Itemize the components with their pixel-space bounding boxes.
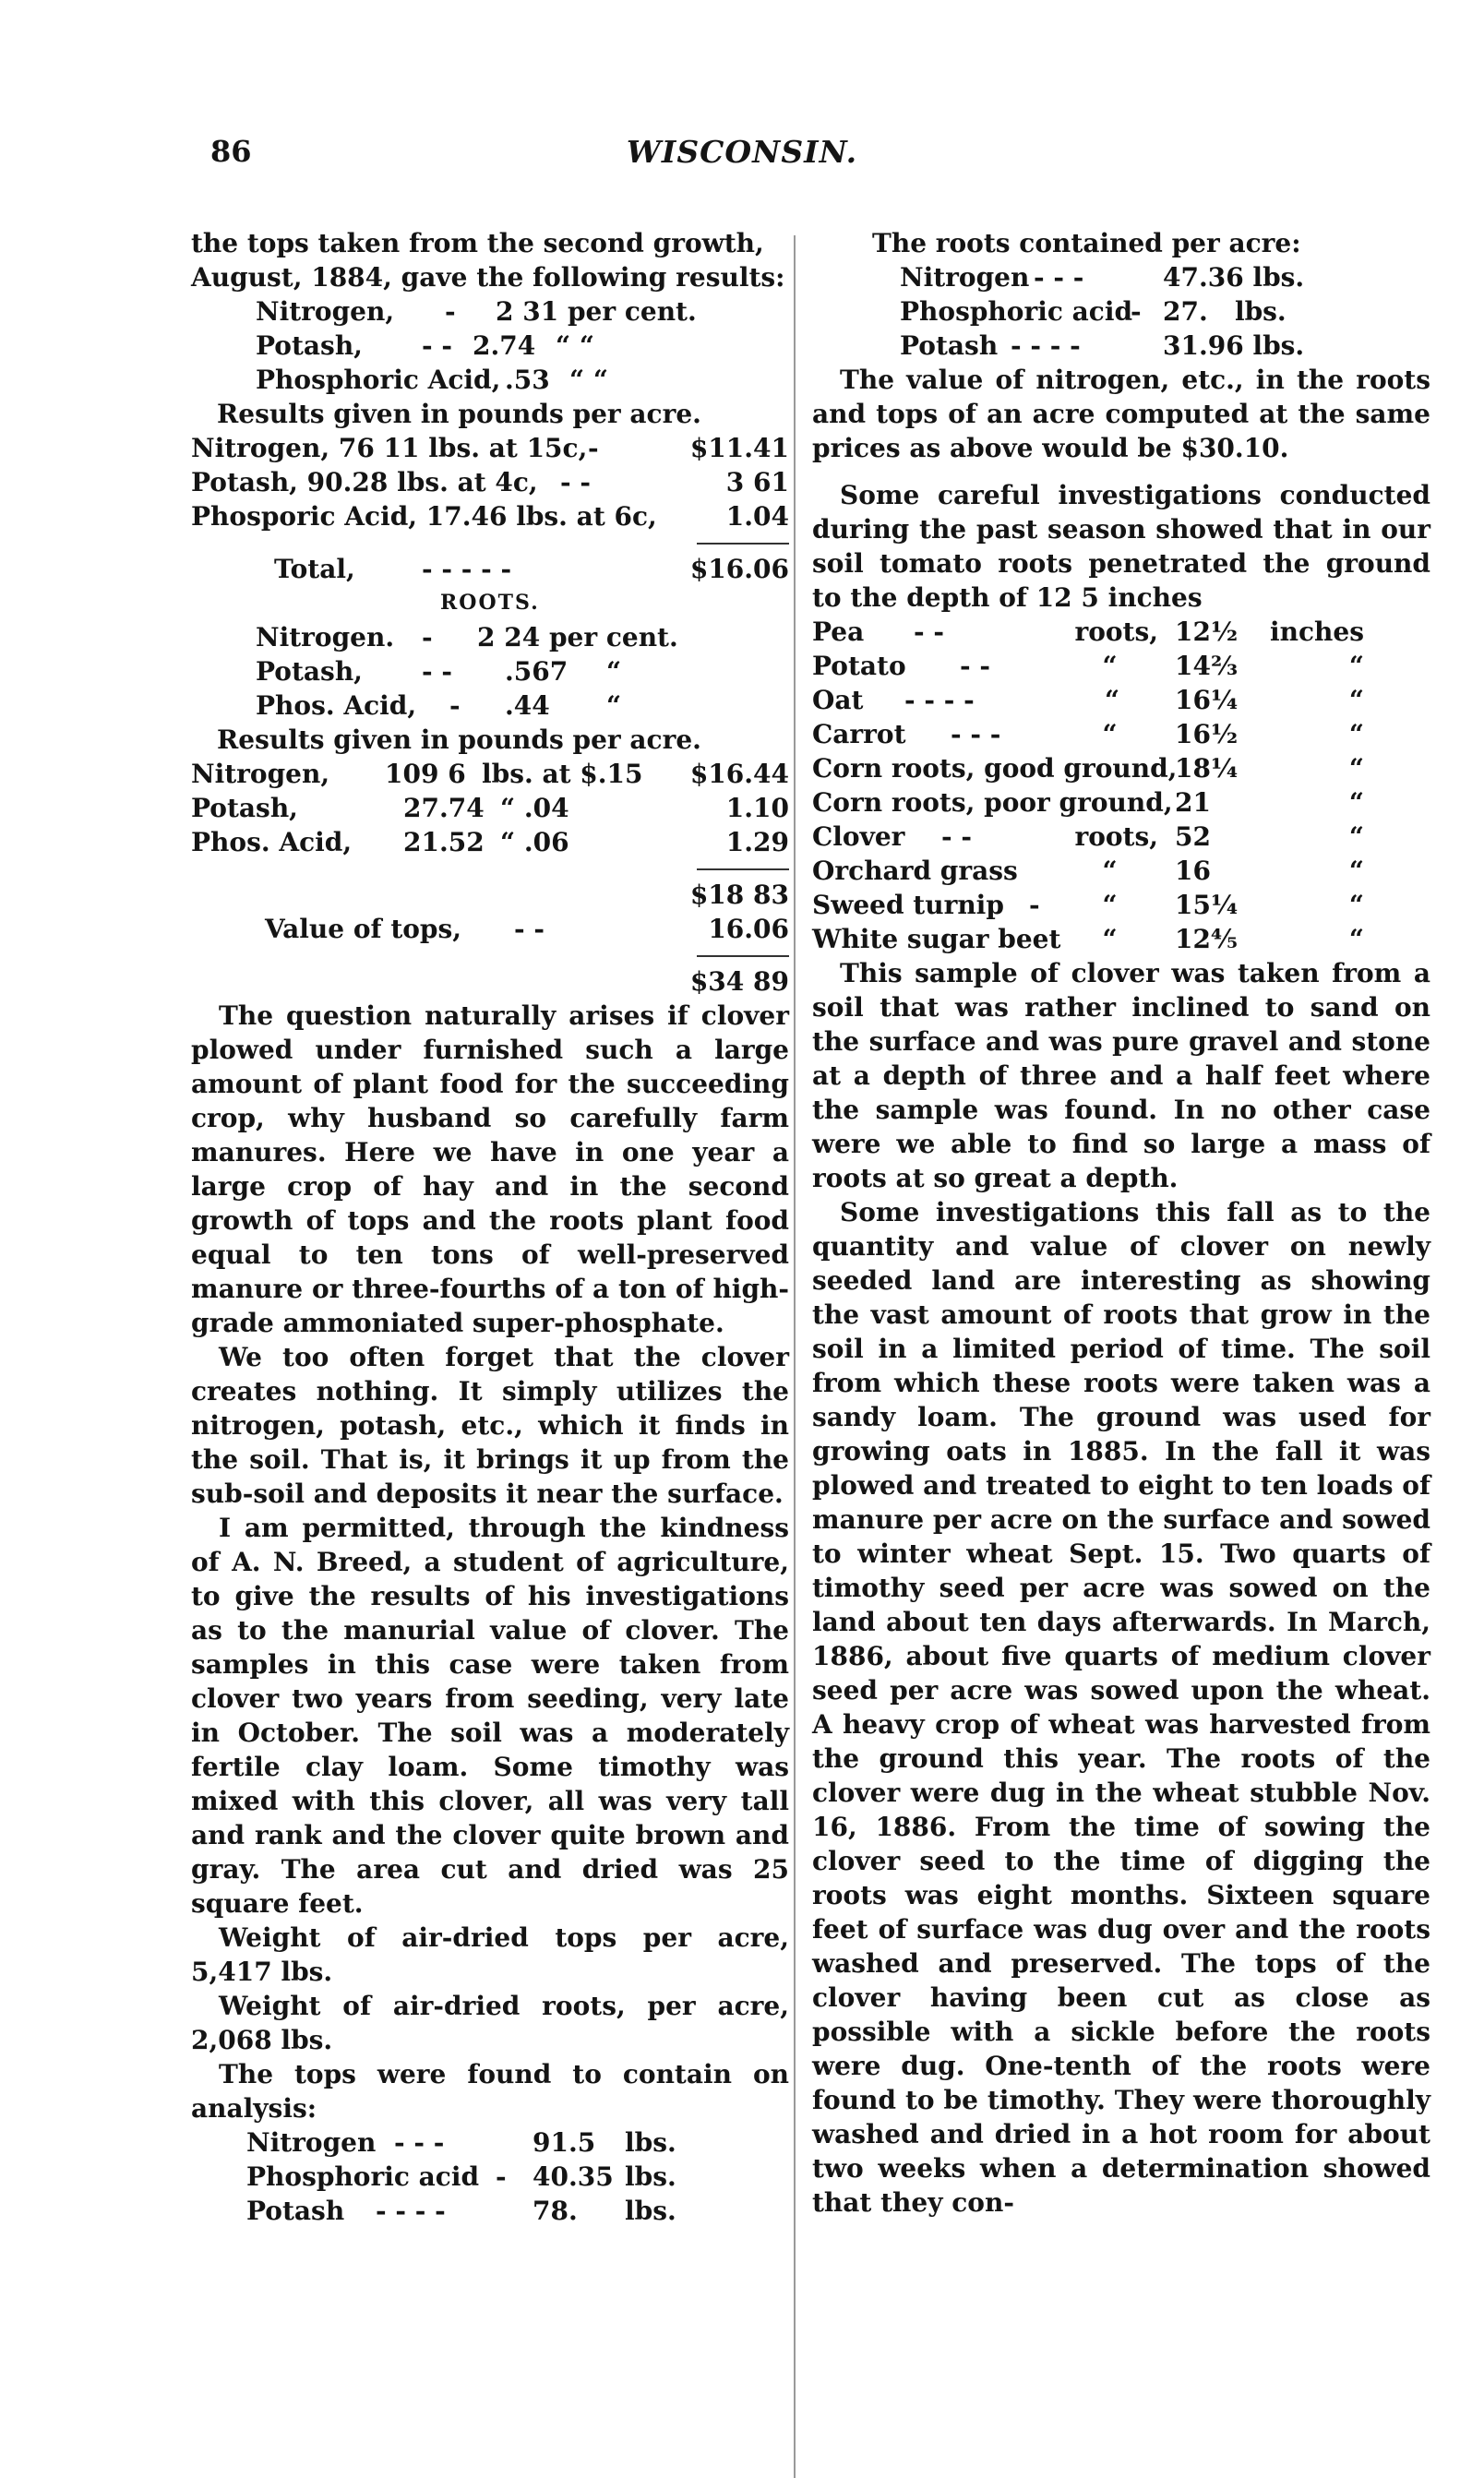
table-row: Phosphoric acid - 40.35 lbs. [246,2161,676,2192]
table-row: Carrot - - - “ 16½ “ [812,719,1364,749]
roots-heading: ROOTS. [440,591,540,615]
table-row: Pea - - roots, 12½ inches [812,617,1364,647]
table-row: Clover - - roots, 52 “ [812,821,1364,852]
right-column [812,226,1430,2220]
paragraph: Weight of air-dried tops per acre, 5,417 lbs. [191,1922,789,1987]
page-number: 86 [210,134,252,169]
paragraph: The value of nitrogen, etc., in the roots and tops of an acre computed at the same prices as above would be $30.10. [812,365,1430,463]
roots-subtotal: $18 83 [689,880,789,910]
value-of-tops-row: Value of tops, - - 16.06 [265,914,789,944]
tops-pounds-table [191,431,789,533]
table-row: Phos. Acid, 21.52 “ .06 1.29 [191,827,789,857]
table-row: Sweed turnip - “ 15¼ “ [812,890,1364,920]
table-row: Corn roots, poor ground, 21 “ [812,787,1364,818]
paragraph: I am permitted, through the kindness of A. N. Breed, a student of agriculture, to give the results of his investigations as to the manurial value of clover. The samples in this case were taken from clover two years from seeding, very late in October. The soil was a moderately fertile clay loam. Some timothy was mixed with this clover, all was very tall and rank and the clover quite brown and gray. The area cut and dried was 25 square feet. [191,1513,789,1919]
paragraph: Some careful investigations conducted during the past season showed that in our soil tomato roots penetrated the ground to the depth of 12 5 inches [812,480,1430,613]
roots-contained-caption: The roots contained per acre: [872,228,1301,258]
text-line: the tops taken from the second growth, [191,228,764,258]
tops-analysis-table [191,2125,789,2228]
results-caption: Results given in pounds per acre. [217,724,701,755]
paragraph: Some investigations this fall as to the quantity and value of clover on newly seeded land are interesting as showing the vast amount of roots that grow in the soil in a limited period of time. The soil from which these roots were taken was a sandy loam. The ground was used for growing oats in 1885. In the fall it was plowed and treated to eight to ten loads of manure per acre on the surface and sowed to winter wheat Sept. 15. Two quarts of timothy seed per acre was sowed on the land about ten days afterwards. In March, 1886, about five quarts of medium clover seed per acre was sowed upon the wheat. A heavy crop of wheat was harvested from the ground this year. The roots of the clover were dug in the wheat stubble Nov. 16, 1886. From the time of sowing the clover seed to the time of digging the roots was eight months. Sixteen square feet of surface was dug over and the roots washed and preserved. The tops of the clover having been cut as close as possible with a sickle before the roots were dug. One-tenth of the roots were found to be timothy. They were thoroughly washed and dried in a hot room for about two weeks when a determination showed that they con- [812,1197,1430,2218]
paragraph: The question naturally arises if clover plowed under furnished such a large amount of plant food for the succeeding crop, why husband so carefully farm manures. Here we have in one year a large crop of hay and in the second growth of tops and the roots plant food equal to ten tons of well-preserved manure or three-fourths of a ton of high-grade ammoniated super-phosphate. [191,1000,789,1338]
roots-contained-table [812,260,1430,363]
table-row: Phosphoric acid - 27. lbs. [900,296,1287,327]
results-caption: Results given in pounds per acre. [217,399,701,429]
table-row: Potash - - - - 78. lbs. [246,2196,676,2226]
tops-percent-table [191,294,789,397]
sum-rule [697,543,789,545]
table-row: Potash, - - .567 “ [256,656,622,687]
roots-pounds-table [191,757,789,859]
table-row: Phos. Acid, - .44 “ [256,690,622,721]
tops-total-row: Total, - - - - - $16.06 [274,554,789,584]
table-row: Corn roots, good ground, 18¼ “ [812,753,1364,784]
table-row: Phosphoric Acid, .53 “ “ [256,365,608,395]
table-row: Potash, 90.28 lbs. at 4c, - - 3 61 [191,467,789,497]
grand-total: $34 89 [689,966,789,997]
table-row: Orchard grass “ 16 “ [812,856,1364,886]
table-row: Nitrogen, 109 6 lbs. at $.15 $16.44 [191,759,789,789]
table-row: Phosporic Acid, 17.46 lbs. at 6c, 1.04 [191,501,789,532]
table-row: Oat - - - - “ 16¼ “ [812,685,1364,715]
table-row: Potash - - - - 31.96 lbs. [900,330,1305,361]
table-row: Nitrogen. - 2 24 per cent. [256,622,678,652]
table-row: White sugar beet “ 12⅘ “ [812,924,1364,954]
text-line: August, 1884, gave the following results: [191,262,785,293]
root-depth-table [812,615,1430,956]
table-row: Potash, - - 2.74 “ “ [256,330,594,361]
paragraph: We too often forget that the clover creates nothing. It simply utilizes the nitrogen, potash, etc., which it finds in the soil. That is, it brings it up from the sub-soil and deposits it near the surface. [191,1342,789,1509]
running-title: WISCONSIN. [626,134,858,170]
paragraph: This sample of clover was taken from a soil that was rather inclined to sand on the surface and was pure gravel and stone at a depth of three and a half feet where the sample was found. In no other case were we able to find so large a mass of roots at so great a depth. [812,958,1430,1193]
table-row: Potato - - “ 14⅔ “ [812,651,1364,681]
table-row: Nitrogen - - - 47.36 lbs. [900,262,1305,293]
sum-rule [697,955,789,957]
sum-rule [697,868,789,870]
table-row: Nitrogen, 76 11 lbs. at 15c, - $11.41 [191,433,789,463]
table-row: Nitrogen, - 2 31 per cent. [256,296,697,327]
page-header [0,134,1484,180]
table-row: Nitrogen - - - 91.5 lbs. [246,2127,676,2158]
paragraph: Weight of air-dried roots, per acre, 2,068 lbs. [191,1991,789,2055]
left-column [191,226,789,2228]
paragraph: The tops were found to contain on analysis: [191,2059,789,2124]
column-divider [794,235,796,2478]
table-row: Potash, 27.74 “ .04 1.10 [191,793,789,823]
roots-percent-table [191,620,789,723]
